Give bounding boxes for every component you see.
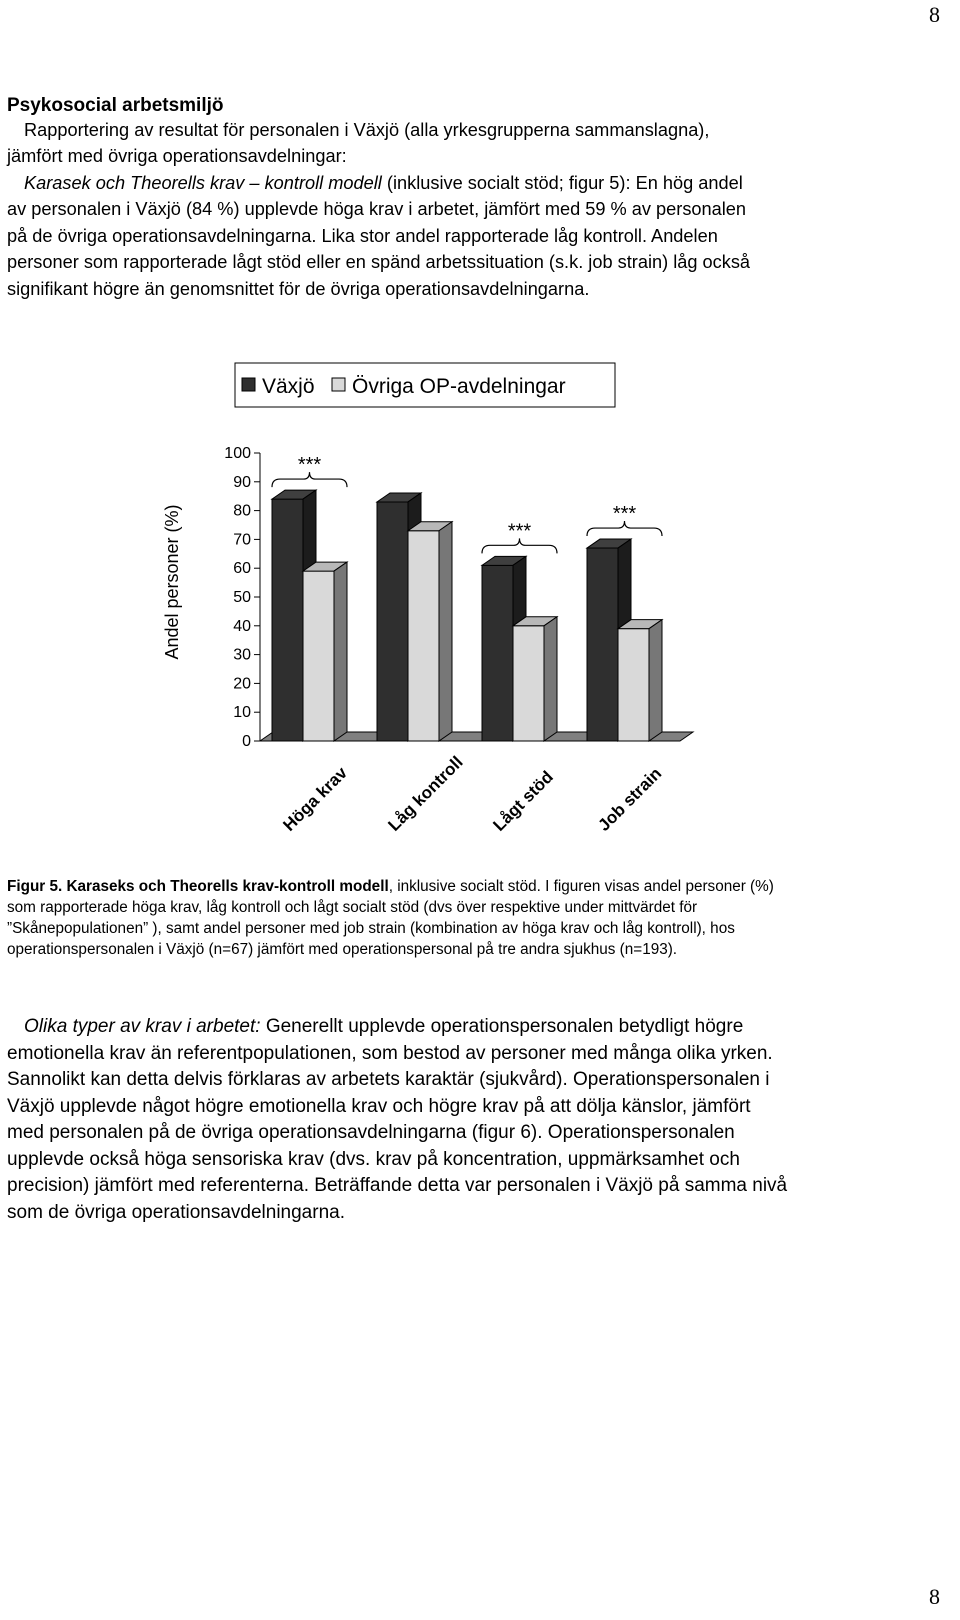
- caption-title: Figur 5. Karaseks och Theorells krav-kontroll modell: [7, 878, 389, 895]
- y-tick-label: 60: [233, 560, 251, 578]
- body-line: emotionella krav än referentpopulationen, som bestod av personer med många olika yrken.: [7, 1043, 773, 1064]
- bar: [377, 502, 408, 741]
- y-tick-label: 50: [233, 589, 251, 606]
- intro-line: av personalen i Växjö (84 %) upplevde höga krav i arbetet, jämfört med 59 % av personalen: [7, 199, 747, 219]
- y-tick-label: 10: [233, 704, 251, 722]
- figure-caption-line: ”Skånepopulationen” ), samt andel personer med job strain (kombination av höga krav och låg kontroll), hos: [7, 920, 735, 937]
- y-tick-label: 30: [233, 646, 251, 664]
- body-line: med personalen på de övriga operationsavdelningarna (figur 6). Operationspersonalen: [7, 1122, 735, 1143]
- body-line: precision) jämfört med referenterna. Beträffande detta var personalen i Växjö på samma nivå: [7, 1175, 788, 1196]
- legend-swatch: [242, 378, 255, 391]
- figure-caption-line: operationspersonalen i Växjö (n=67) jämfört med operationspersonal på tre andra sjukhus (n=193).: [7, 941, 678, 958]
- bar-side: [334, 562, 347, 741]
- y-tick-label: 70: [233, 531, 251, 549]
- bar: [408, 531, 439, 741]
- bar: [513, 626, 544, 741]
- bar: [272, 499, 303, 741]
- bar: [482, 565, 513, 741]
- bar: [618, 629, 649, 741]
- y-tick-label: 0: [242, 733, 251, 750]
- page-number: 8: [929, 2, 940, 27]
- significance-label: ***: [297, 454, 322, 477]
- figure-caption-line: [7, 876, 952, 897]
- model-name: Karasek och Theorells krav – kontroll modell: [24, 173, 382, 193]
- bar: [587, 548, 618, 741]
- legend-label: Växjö: [262, 375, 315, 398]
- x-category-label: Job strain: [594, 763, 666, 835]
- bar: [303, 571, 334, 741]
- x-category-label: Höga krav: [279, 763, 351, 835]
- y-tick-label: 20: [233, 675, 251, 693]
- intro-line: signifikant högre än genomsnittet för de övriga operationsavdelningarna.: [7, 279, 590, 299]
- body-line: [7, 1014, 952, 1041]
- body-line: som de övriga operationsavdelningarna.: [7, 1202, 345, 1223]
- bar-side: [649, 620, 662, 741]
- x-category-label: Lågt stöd: [489, 767, 557, 835]
- page-number: 8: [929, 1584, 940, 1609]
- y-tick-label: 100: [224, 445, 251, 462]
- intro-line: jämfört med övriga operationsavdelningar:: [7, 146, 347, 166]
- caption-text: , inklusive socialt stöd. I figuren visas andel personer (%): [388, 878, 774, 895]
- subheading: Olika typer av krav i arbetet:: [24, 1016, 261, 1037]
- y-axis-label: Andel personer (%): [162, 504, 182, 660]
- intro-line: personer som rapporterade lågt stöd eller en spänd arbetssituation (s.k. job strain) låg också: [7, 252, 751, 272]
- y-tick-label: 40: [233, 617, 251, 635]
- intro-text: (inklusive socialt stöd; figur 5): En hög andel: [381, 173, 743, 193]
- figure-caption-line: som rapporterade höga krav, låg kontroll och lågt socialt stöd (dvs över respektive under mittvärdet för: [7, 899, 698, 916]
- intro-line: på de övriga operationsavdelningarna. Lika stor andel rapporterade låg kontroll. Andelen: [7, 226, 718, 246]
- body-line: Växjö upplevde något högre emotionella krav och högre krav på att dölja känslor, jämfört: [7, 1096, 751, 1117]
- bar-side: [439, 522, 452, 741]
- bar-side: [544, 617, 557, 741]
- significance-label: ***: [612, 503, 637, 526]
- body-line: Sannolikt kan detta delvis förklaras av arbetets karaktär (sjukvård). Operationspersonalen i: [7, 1069, 770, 1090]
- legend-label: Övriga OP-avdelningar: [352, 375, 566, 398]
- legend-swatch: [332, 378, 345, 391]
- y-tick-label: 80: [233, 502, 251, 520]
- significance-label: ***: [507, 520, 532, 543]
- y-tick-label: 90: [233, 473, 251, 491]
- x-category-label: Låg kontroll: [384, 752, 467, 835]
- body-text: Generellt upplevde operationspersonalen betydligt högre: [260, 1016, 744, 1037]
- body-line: upplevde också höga sensoriska krav (dvs. krav på koncentration, uppmärksamhet och: [7, 1149, 740, 1170]
- section-heading: Psykosocial arbetsmiljö: [7, 95, 224, 116]
- intro-text: Rapportering av resultat för personalen i Växjö (alla yrkesgrupperna sammanslagna),: [24, 120, 710, 140]
